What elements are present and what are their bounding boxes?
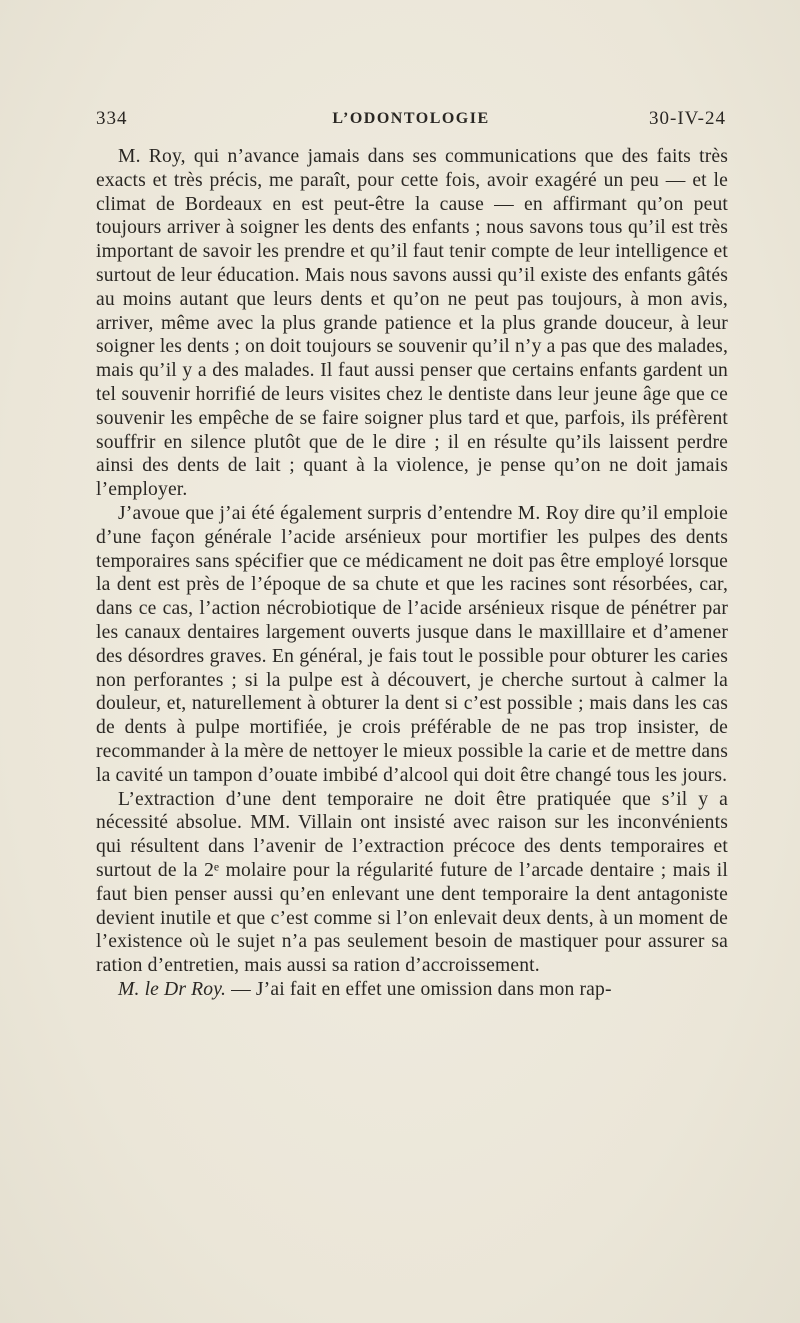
page-number: 334 bbox=[96, 108, 128, 129]
paragraph-1: M. Roy, qui n’avance jamais dans ses communications que des faits très exacts et très précis, me paraît, pour cette fois, avoir exagéré un peu — et le climat de Bordeaux en est peut-être la cause — en affirmant qu’on peut toujours arriver à soigner les dents des enfants ; nous savons tous qu’il est très important de savoir les prendre et qu’il faut tenir compte de leur intelligence et surtout de leur éducation. Mais nous savons aussi qu’il existe des enfants gâtés au moins autant que leurs dents et qu’on ne peut pas toujours, à mon avis, arriver, même avec la plus grande patience et la plus grande douceur, à leur soigner les dents ; on doit toujours se souvenir qu’il n’y a pas que des malades, mais qu’il y a des malades. Il faut aussi penser que certains enfants gardent un tel souvenir horrifié de leurs visites chez le dentiste dans leur jeune âge que ce souvenir les empêche de se faire soigner plus tard et que, parfois, ils préfèrent souffrir en silence plutôt que de le dire ; il en résulte qu’ils laissent perdre ainsi des dents de lait ; quant à la violence, je pense qu’on ne doit jamais l’employer. bbox=[96, 146, 728, 501]
running-header bbox=[96, 108, 726, 134]
paragraph-3: L’extraction d’une dent temporaire ne doit être pratiquée que s’il y a nécessité absolue. MM. Villain ont insisté avec raison sur les inconvénients qui résultent dans l’avenir de l’extraction précoce des dents temporaires et surtout de la 2ᵉ molaire pour la régularité future de l’arcade dentaire ; mais il faut bien penser aussi qu’en enlevant une dent temporaire la dent antagoniste devient inutile et que c’est comme si l’on enlevait deux dents, à un moment de l’existence où le sujet n’a pas seulement besoin de mastiquer pour assurer sa ration d’entretien, mais aussi sa ration d’accroissement. bbox=[96, 788, 728, 977]
paragraph-4 bbox=[96, 978, 728, 1002]
paragraph-2: J’avoue que j’ai été également surpris d’entendre M. Roy dire qu’il emploie d’une façon générale l’acide arsénieux pour mortifier les pulpes des dents temporaires sans spécifier que ce médicament ne doit pas être employé lorsque la dent est près de l’époque de sa chute et que les racines sont résorbées, car, dans ce cas, l’action nécrobiotique de l’acide arsénieux risque de pénétrer par les canaux dentaires largement ouverts jusque dans le maxilllaire et d’amener des désordres graves. En général, je fais tout le possible pour obturer les caries non perforantes ; si la pulpe est à découvert, je cherche surtout à calmer la douleur, et, naturellement à obturer la dent si c’est possible ; mais dans les cas de dents à pulpe mortifiée, je crois préférable de ne pas trop insister, de recommander à la mère de nettoyer le mieux possible la carie et de mettre dans la cavité un tampon d’ouate imbibé d’alcool qui doit être changé tous les jours. bbox=[96, 502, 728, 786]
issue-date: 30-IV-24 bbox=[649, 108, 726, 129]
article-body bbox=[96, 145, 728, 1002]
journal-title: L’ODONTOLOGIE bbox=[332, 110, 490, 127]
speaker-name: M. le Dr Roy. bbox=[118, 978, 227, 1000]
speaker-remark: — J’ai fait en effet une omission dans mon rap- bbox=[226, 978, 612, 1000]
